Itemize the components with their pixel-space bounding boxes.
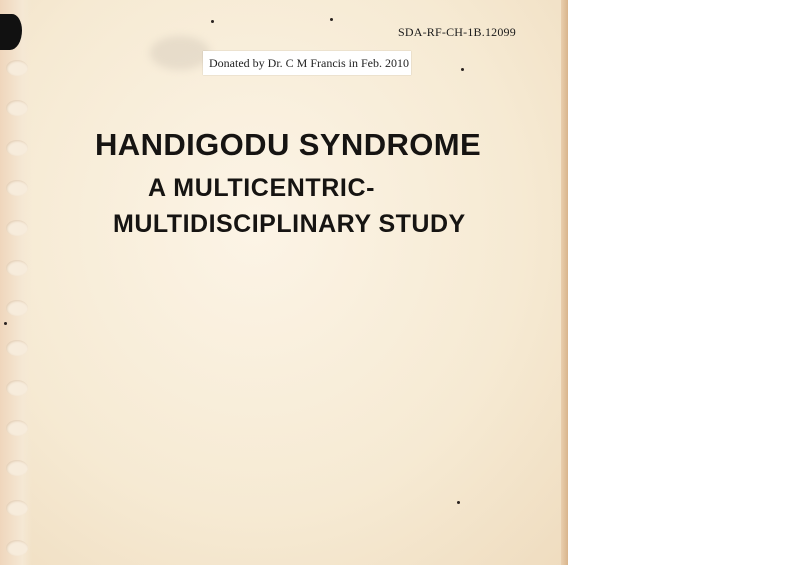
accession-number: SDA-RF-CH-1B.12099 <box>398 25 516 39</box>
dust-speck <box>461 68 464 71</box>
dust-speck <box>4 322 7 325</box>
binding-hole <box>6 60 28 76</box>
binding-hole <box>6 460 28 476</box>
dust-speck <box>211 20 214 23</box>
document-title: HANDIGODU SYNDROME <box>95 127 482 162</box>
binding-hole <box>6 500 28 516</box>
donation-text: Donated by Dr. C M Francis in Feb. 2010 <box>209 56 409 70</box>
binding-hole <box>6 420 28 436</box>
dust-speck <box>457 501 460 504</box>
donation-label <box>203 51 411 75</box>
binding-hole <box>6 380 28 396</box>
document-subtitle-line-2: MULTIDISCIPLINARY STUDY <box>113 210 466 238</box>
spiral-binding-edge <box>0 0 32 565</box>
binding-hole <box>6 180 28 196</box>
binding-hole <box>6 100 28 116</box>
binding-hole <box>6 540 28 556</box>
dust-speck <box>330 18 333 21</box>
binding-hole <box>6 260 28 276</box>
paper-smudge <box>150 36 210 70</box>
binding-hole <box>6 140 28 156</box>
binding-hole <box>6 300 28 316</box>
binding-hole <box>6 340 28 356</box>
page-edge <box>561 0 568 565</box>
document-subtitle-line-1: A MULTICENTRIC- <box>148 174 376 202</box>
binding-hole <box>6 220 28 236</box>
